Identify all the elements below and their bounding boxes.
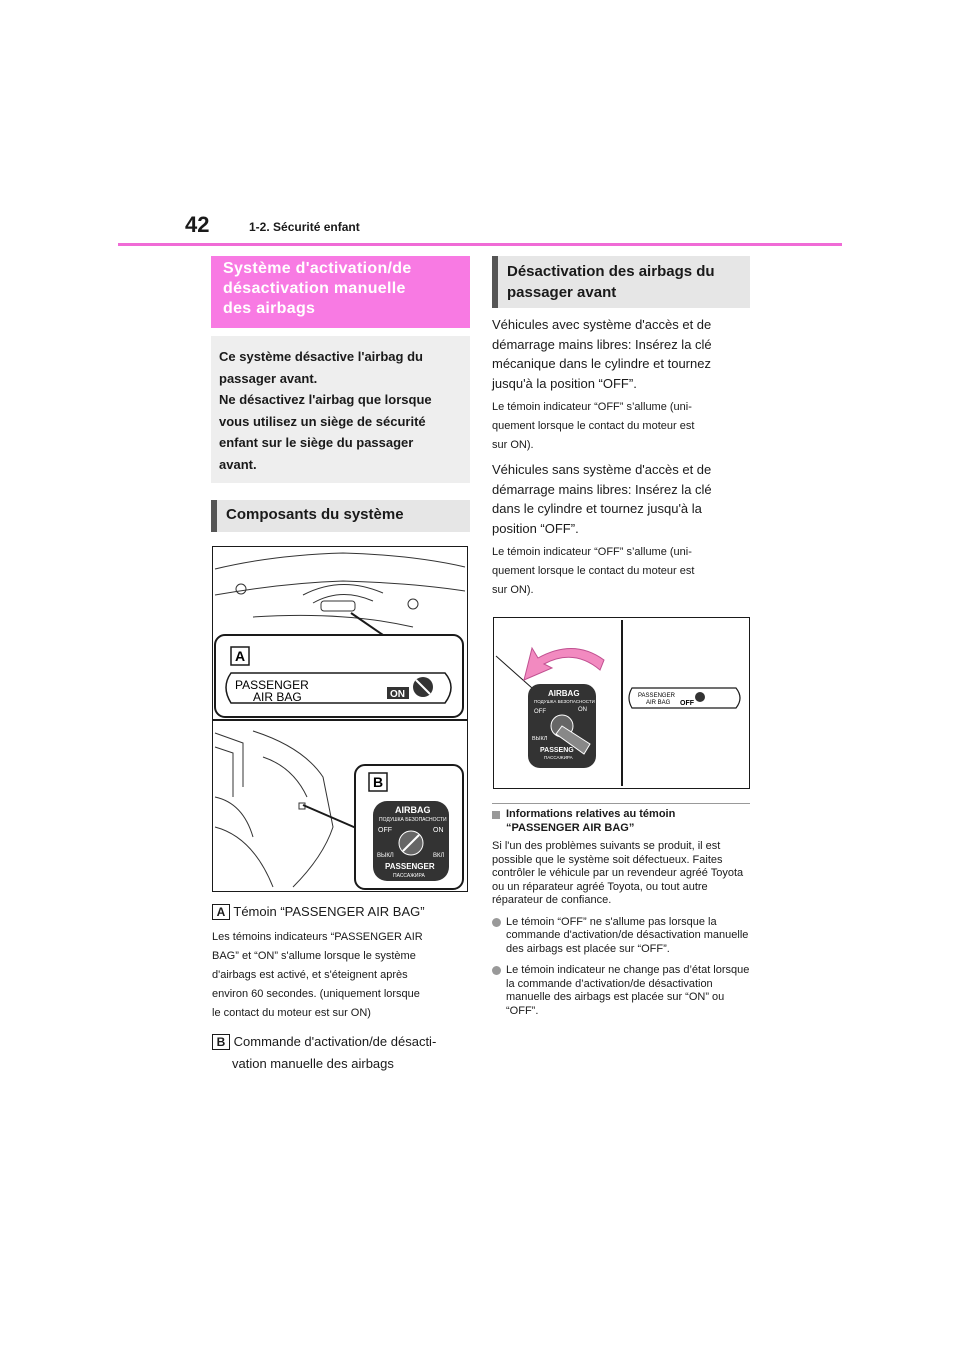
note-paragraph bbox=[492, 398, 750, 455]
caption-a bbox=[212, 904, 425, 920]
switch-vykl-text: ВЫКЛ bbox=[377, 853, 394, 859]
paragraph-line: démarrage mains libres: Insérez la clé bbox=[492, 481, 712, 497]
heading-line: désactivation manuelle bbox=[223, 280, 406, 297]
rotate-arrow-icon bbox=[524, 648, 604, 680]
header-divider bbox=[118, 243, 842, 246]
components-heading: Composants du système bbox=[211, 500, 470, 532]
switch-ru-bottom-text: ПАССАЖИРА bbox=[393, 873, 425, 879]
indicator-label-line1: PASSENGER bbox=[638, 693, 675, 699]
intro-line: enfant sur le siège du passager bbox=[219, 435, 414, 450]
caption-b-label: B bbox=[212, 1034, 230, 1050]
callout-connector-a bbox=[351, 613, 383, 635]
paragraph-line: jusqu'à la position “OFF”. bbox=[492, 375, 637, 391]
intro-line: Ne désactivez l'airbag que lorsque bbox=[219, 392, 432, 407]
switch-passenger-text: PASSENGER bbox=[385, 862, 435, 871]
paragraph-line: position “OFF”. bbox=[492, 520, 579, 536]
switch-ru-top-text: ПОДУШКА БЕЗОПАСНОСТИ bbox=[379, 817, 447, 823]
instruction-paragraph-no-smart-key bbox=[492, 460, 750, 538]
desc-line: BAG” et “ON” s'allume lorsque le système bbox=[212, 950, 416, 962]
note-line: Le témoin indicateur “OFF” s’allume (uni- bbox=[492, 546, 692, 558]
bullet-text: Le témoin indicateur ne change pas d’état lorsque la commande d’activation/de désactivation manuelle des airbags est placée sur “ON” ou “OFF”. bbox=[506, 964, 750, 1017]
heading-line: Système d'activation/de bbox=[223, 260, 412, 277]
desc-line: d'airbags est activé, et s'éteignent après bbox=[212, 969, 408, 981]
switch-off-text: OFF bbox=[534, 709, 546, 715]
heading-line: passager avant bbox=[507, 284, 617, 301]
desc-line: environ 60 secondes. (uniquement lorsque bbox=[212, 988, 420, 1000]
child-seat-symbol-icon bbox=[695, 692, 705, 702]
indicator-description bbox=[212, 928, 470, 1023]
switch-airbag-text: AIRBAG bbox=[395, 805, 431, 815]
bullet-text: Le témoin “OFF” ne s'allume pas lorsque la commande d'activation/de désactivation manuelle des airbags est placée sur “OFF”. bbox=[506, 915, 749, 955]
switch-off-drawing bbox=[494, 618, 749, 788]
circle-bullet-icon bbox=[492, 918, 501, 927]
intro-line: vous utilisez un siège de sécurité bbox=[219, 413, 426, 429]
caption-a-label: A bbox=[212, 904, 230, 920]
switch-on-text: ON bbox=[433, 827, 444, 834]
switch-off-illustration bbox=[493, 617, 750, 789]
intro-line: Ce système désactive l'airbag du bbox=[219, 349, 423, 364]
switch-airbag-text: AIRBAG bbox=[548, 689, 580, 698]
dashboard-drawing bbox=[213, 547, 467, 891]
switch-ru-top-text: ПОДУШКА БЕЗОПАСНОСТИ bbox=[534, 699, 595, 704]
note-line: quement lorsque le contact du moteur est bbox=[492, 420, 695, 432]
paragraph-line: Véhicules sans système d'accès et de bbox=[492, 462, 712, 477]
note-line: sur ON). bbox=[492, 584, 534, 596]
switch-passenger-text: PASSENG bbox=[540, 747, 574, 754]
switch-on-text: ON bbox=[578, 707, 587, 713]
paragraph-line: dans le cylindre et tournez jusqu'à la bbox=[492, 501, 702, 516]
circle-bullet-icon bbox=[492, 966, 501, 975]
caption-b bbox=[212, 1031, 436, 1075]
system-components-illustration bbox=[212, 546, 468, 892]
list-item bbox=[492, 964, 754, 1018]
switch-vkl-text: ВКЛ bbox=[433, 853, 445, 859]
square-bullet-icon bbox=[492, 811, 500, 819]
caption-a-text: Témoin “PASSENGER AIR BAG” bbox=[233, 904, 425, 919]
indicator-label-line2: AIR BAG bbox=[253, 690, 302, 704]
switch-vykl-text: ВЫКЛ bbox=[532, 736, 548, 742]
desc-line: le contact du moteur est sur ON) bbox=[212, 1007, 371, 1019]
switch-ru-bottom-text: ПАССАЖИРА bbox=[544, 755, 573, 760]
callout-label-a-text: A bbox=[235, 648, 246, 664]
intro-line: passager avant. bbox=[219, 370, 318, 386]
intro-box bbox=[211, 336, 470, 483]
info-title bbox=[492, 808, 754, 835]
dashboard-sketch bbox=[215, 731, 333, 887]
list-item bbox=[492, 916, 754, 957]
note-line: Le témoin indicateur “OFF” s’allume (uni- bbox=[492, 401, 692, 413]
heading-line: Désactivation des airbags du bbox=[507, 263, 715, 280]
desc-line: Les témoins indicateurs “PASSENGER AIR bbox=[212, 931, 423, 943]
section-heading-airbag-system bbox=[211, 256, 470, 328]
on-indicator-text: ON bbox=[390, 689, 405, 700]
heading-line: des airbags bbox=[223, 300, 316, 317]
info-title-line: Informations relatives au témoin bbox=[506, 808, 676, 820]
paragraph-line: Véhicules avec système d'accès et de bbox=[492, 317, 712, 332]
indicator-label-line1: PASSENGER bbox=[235, 678, 309, 692]
note-line: sur ON). bbox=[492, 439, 534, 451]
paragraph-line: mécanique dans le cylindre et tournez bbox=[492, 356, 711, 371]
info-title-line: “PASSENGER AIR BAG” bbox=[506, 821, 635, 834]
caption-b-line: Commande d'activation/de désacti- bbox=[233, 1034, 437, 1049]
intro-line: avant. bbox=[219, 456, 257, 472]
caption-b-line: vation manuelle des airbags bbox=[232, 1056, 394, 1071]
info-divider bbox=[492, 803, 750, 804]
note-paragraph bbox=[492, 543, 750, 600]
off-indicator-text: OFF bbox=[680, 700, 694, 707]
note-line: quement lorsque le contact du moteur est bbox=[492, 565, 695, 577]
indicator-info-block bbox=[492, 808, 754, 1018]
page-number: 42 bbox=[185, 212, 210, 237]
deactivation-heading bbox=[492, 256, 750, 308]
indicator-label-line2: AIR BAG bbox=[646, 700, 671, 706]
paragraph-line: démarrage mains libres: Insérez la clé bbox=[492, 336, 712, 352]
info-text: Si l'un des problèmes suivants se produit, il est possible que le système soit défectueux. Faites contrôler le véhicule par un revendeur agréé Toyota ou un réparateur agréé Toyota, ou tout autre réparateur de confiance. bbox=[492, 840, 744, 906]
deactivation-instructions bbox=[492, 315, 750, 600]
callout-label-b-text: B bbox=[373, 774, 384, 790]
ceiling-console-sketch bbox=[215, 553, 465, 627]
switch-off-text: OFF bbox=[378, 827, 392, 834]
instruction-paragraph-smart-key bbox=[492, 315, 750, 393]
section-title: 1-2. Sécurité enfant bbox=[249, 220, 360, 234]
